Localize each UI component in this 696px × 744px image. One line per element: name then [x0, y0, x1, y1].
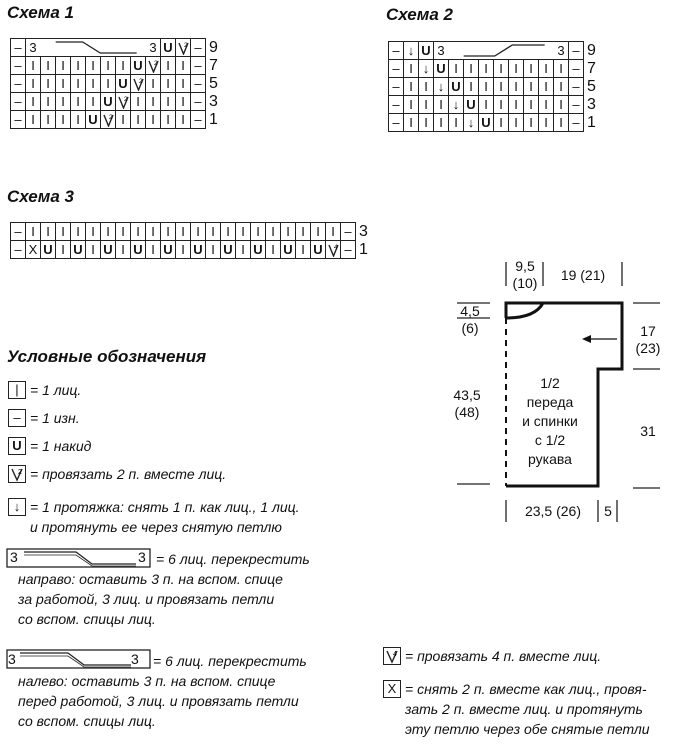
schema1-cell: I: [71, 75, 86, 93]
schema3-cell: I: [191, 223, 206, 241]
arrow-down-icon: ↓: [8, 498, 26, 516]
schema3-cell: I: [281, 223, 296, 241]
legend-item-slip: ↓ = 1 протяжка: снять 1 п. как лиц., 1 лиц. и протянуть ее через снятую петлю: [8, 496, 300, 537]
schema2-cell: I: [479, 60, 494, 78]
schema2-cell: –: [569, 60, 584, 78]
schema1-row-number: 9: [209, 39, 218, 56]
knit-symbol-icon: |: [8, 381, 26, 399]
schema1-cell: I: [161, 111, 176, 129]
schema2-cell: I: [524, 60, 539, 78]
schema2-cell: –: [569, 42, 584, 60]
schema2-cell: 3: [434, 42, 449, 60]
cable-crossing-icon: [26, 39, 161, 57]
schema3-cell: I: [86, 241, 101, 259]
schema1-row-number: 3: [209, 93, 218, 110]
schema2-row-number: 7: [587, 60, 596, 77]
cable-left-left-num: 3: [8, 651, 16, 667]
dim-left-big: 43,5 (48): [453, 387, 481, 420]
schema2-cell: I: [449, 114, 464, 132]
schema2-cell: I: [479, 78, 494, 96]
schema2-cell: I: [554, 60, 569, 78]
cable-line: [55, 42, 136, 53]
schema3-cell: I: [146, 241, 161, 259]
schema3-cell: X: [26, 241, 41, 259]
cable-left-right-num: 3: [131, 651, 139, 667]
schema2-cell: I: [434, 114, 449, 132]
schema1-cell: I: [41, 75, 56, 93]
schema1-cell: I: [26, 111, 41, 129]
yarn-over-icon: U: [8, 437, 26, 455]
schema2-cell: ↓: [449, 96, 464, 114]
schema1-cell: I: [86, 75, 101, 93]
schema2-cell: ↓: [419, 60, 434, 78]
schema3-cell: I: [311, 223, 326, 241]
schema2-cell: I: [404, 114, 419, 132]
cable-crossing-icon: [434, 42, 569, 60]
schema2-cell: I: [464, 78, 479, 96]
schema1-cell: I: [26, 57, 41, 75]
schema1-cell: I: [56, 93, 71, 111]
schema2-cell: U: [419, 42, 434, 60]
schema2-cell: I: [509, 78, 524, 96]
schema1-cell: U: [86, 111, 101, 129]
schema1-cell: –: [191, 111, 206, 129]
schema3-cell: I: [221, 223, 236, 241]
schema2-cell: ↓: [404, 42, 419, 60]
arrow-head-icon: [582, 335, 591, 343]
schema2-cell: I: [554, 78, 569, 96]
schema2-cell: I: [509, 96, 524, 114]
schema1-cell: I: [71, 93, 86, 111]
svg-text:4: 4: [393, 651, 397, 659]
schema1-cell: 3: [146, 39, 161, 57]
legend-item-x-stitch: X = снять 2 п. вместе как лиц., провя- зать 2 п. вместе лиц. и протянуть эту петлю через обе снятые петли: [383, 678, 650, 739]
schema3-cell: –: [11, 223, 26, 241]
legend-item-k4tog: 4 = провязать 4 п. вместе лиц.: [383, 647, 601, 665]
schema2-cell: I: [494, 60, 509, 78]
schema3-cell: I: [176, 223, 191, 241]
schema1-cell: I: [116, 57, 131, 75]
schema3-cell: I: [56, 241, 71, 259]
schema3-cell: I: [101, 223, 116, 241]
svg-text:2: 2: [138, 78, 143, 85]
schema3-cell: I: [86, 223, 101, 241]
schema3-cell: U: [71, 241, 86, 259]
schema2-cell: I: [524, 114, 539, 132]
schema2-cell: I: [539, 114, 554, 132]
schema3-cell: I: [116, 241, 131, 259]
schema2-cell: I: [449, 60, 464, 78]
schema1-cell: I: [176, 111, 191, 129]
schema3-row-number: 3: [359, 223, 368, 240]
svg-text:2: 2: [18, 469, 22, 477]
schema1-cell: –: [191, 57, 206, 75]
schema1-cell: I: [176, 75, 191, 93]
schema2-row-number: 9: [587, 42, 596, 59]
schema1-cell: I: [101, 57, 116, 75]
schema3-cell: I: [296, 241, 311, 259]
schema3-cell: U: [131, 241, 146, 259]
schema1-cell: –: [11, 75, 26, 93]
schema1-cell: I: [146, 75, 161, 93]
schema1-cell: I: [116, 111, 131, 129]
schema3-cell: I: [41, 223, 56, 241]
schema2-cell: –: [389, 96, 404, 114]
cable-right-right-num: 3: [138, 549, 146, 565]
schema1-cell: I: [131, 93, 146, 111]
schema1-cell: I: [161, 93, 176, 111]
schema1-cell: –: [191, 75, 206, 93]
schema1-cell: –: [11, 57, 26, 75]
schema3-cell: U: [311, 241, 326, 259]
dim-top-left: 9,5 (10): [512, 258, 538, 291]
schema2-cell: I: [419, 114, 434, 132]
cable-line: [463, 45, 544, 56]
schema3-cell: I: [206, 223, 221, 241]
schema1-cell: –: [11, 111, 26, 129]
svg-text:4: 4: [333, 244, 338, 251]
schema3-cell: I: [146, 223, 161, 241]
schema1-row-number: 1: [209, 111, 218, 128]
schema2-cell: I: [509, 114, 524, 132]
schema3-cell: U: [101, 241, 116, 259]
schema1-cell: I: [41, 57, 56, 75]
schema2-cell: –: [569, 78, 584, 96]
schema3-cell: –: [11, 241, 26, 259]
schema2-cell: I: [539, 96, 554, 114]
schema2-cell: I: [539, 78, 554, 96]
schema2-cell: I: [404, 96, 419, 114]
schema1-cell: U: [101, 93, 116, 111]
schema2-cell: I: [539, 60, 554, 78]
schema2-cell: –: [389, 42, 404, 60]
schema1-cell: I: [101, 75, 116, 93]
legend-item-purl: – = 1 изн.: [8, 409, 80, 427]
schema2-cell: I: [479, 96, 494, 114]
schema2-cell: I: [494, 78, 509, 96]
schema1-cell: I: [86, 57, 101, 75]
schema2-row-number: 1: [587, 114, 596, 131]
schema1-cell: I: [71, 57, 86, 75]
dim-top-right: 19 (21): [560, 267, 606, 283]
schema1-cell: I: [176, 57, 191, 75]
schema3-cell: I: [236, 241, 251, 259]
schema2-cell: ↓: [464, 114, 479, 132]
schema3-cell: –: [341, 223, 356, 241]
schema2-cell: I: [419, 78, 434, 96]
schema1-cell: –: [191, 93, 206, 111]
schema3-cell: I: [71, 223, 86, 241]
schema1-cell: –: [191, 39, 206, 57]
svg-text:2: 2: [183, 42, 188, 49]
dim-bottom-main: 23,5 (26): [524, 503, 582, 519]
legend-item-knit: | = 1 лиц.: [8, 381, 81, 399]
schema3-cell: I: [131, 223, 146, 241]
schema3-cell: I: [236, 223, 251, 241]
schema2-cell: –: [569, 96, 584, 114]
schema1-cell: I: [86, 93, 101, 111]
schema1-cell: I: [146, 93, 161, 111]
schema3-cell: U: [281, 241, 296, 259]
schema3-cell: I: [26, 223, 41, 241]
legend-item-k2tog: 2 = провязать 2 п. вместе лиц.: [8, 465, 226, 483]
cable-right-left-num: 3: [10, 549, 18, 565]
schema2-cell: U: [479, 114, 494, 132]
cable-left-description: = 6 лиц. перекрестить налево: оставить 3 п. на вспом. спице перед работой, 3 лиц. и провязать петли со вспом. спицы лиц.: [18, 653, 307, 729]
schema1-cell: 3: [26, 39, 41, 57]
schema2-cell: 3: [554, 42, 569, 60]
schema1-cell: I: [41, 111, 56, 129]
purl-symbol-icon: –: [8, 409, 26, 427]
schema2-cell: ↓: [434, 78, 449, 96]
schema1-cell: –: [11, 93, 26, 111]
schema1-cell: I: [146, 111, 161, 129]
schema1-title: Схема 1: [7, 3, 74, 22]
schema3-cell: I: [326, 223, 341, 241]
schema2-cell: I: [494, 96, 509, 114]
schema2-cell: I: [464, 60, 479, 78]
schema1-cell: I: [161, 75, 176, 93]
schema3-cell: I: [296, 223, 311, 241]
schema1-cell: I: [56, 57, 71, 75]
schema1-cell: I: [26, 93, 41, 111]
legend-title: Условные обозначения: [7, 347, 207, 366]
schema2-row-number: 5: [587, 78, 596, 95]
dim-right-bottom: 31: [640, 423, 656, 439]
schema3-cell: I: [251, 223, 266, 241]
schema1-cell: I: [131, 111, 146, 129]
svg-text:2: 2: [153, 60, 158, 67]
schema2-cell: I: [554, 114, 569, 132]
schema3-cell: I: [116, 223, 131, 241]
x-stitch-icon: X: [383, 680, 401, 698]
schema2-cell: U: [464, 96, 479, 114]
schema2-cell: –: [389, 78, 404, 96]
schema2-cell: I: [524, 96, 539, 114]
schema3-cell: U: [161, 241, 176, 259]
schema2-cell: U: [434, 60, 449, 78]
schema3-cell: I: [176, 241, 191, 259]
schema3-cell: U: [251, 241, 266, 259]
schema1-cell: U: [161, 39, 176, 57]
svg-text:2: 2: [108, 114, 113, 121]
schema2-cell: I: [434, 96, 449, 114]
schema2-cell: I: [404, 78, 419, 96]
schema1-cell: U: [131, 57, 146, 75]
schema3-cell: I: [266, 241, 281, 259]
neck-curve: [506, 303, 543, 318]
dim-bottom-small: 5: [604, 503, 612, 519]
schema3-cell: I: [266, 223, 281, 241]
schema2-cell: –: [389, 60, 404, 78]
schema1-cell: I: [71, 111, 86, 129]
schema2-title: Схема 2: [386, 5, 453, 24]
schema1-cell: U: [116, 75, 131, 93]
schema2-cell: I: [524, 78, 539, 96]
schema3-cell: U: [191, 241, 206, 259]
schema2-cell: –: [389, 114, 404, 132]
schema1-cell: I: [41, 93, 56, 111]
schema2-cell: I: [419, 96, 434, 114]
schema2-cell: I: [404, 60, 419, 78]
schema1-row-number: 5: [209, 75, 218, 92]
schema1-cell: I: [56, 75, 71, 93]
piece-label: 1/2 переда и спинки с 1/2 рукава: [522, 375, 578, 467]
schema3-cell: –: [341, 241, 356, 259]
schema1-cell: I: [56, 111, 71, 129]
svg-text:2: 2: [123, 96, 128, 103]
schema2-cell: I: [494, 114, 509, 132]
schema1-cell: I: [176, 93, 191, 111]
dim-left-small: 4,5 (6): [460, 303, 480, 336]
schema2-cell: –: [569, 114, 584, 132]
cable-right-description: = 6 лиц. перекрестить направо: оставить 3 п. на вспом. спице за работой, 3 лиц. и провязать петли со вспом. спицы лиц.: [18, 551, 310, 627]
schema2-cell: U: [449, 78, 464, 96]
schema3-title: Схема 3: [7, 187, 74, 206]
schema3-cell: I: [56, 223, 71, 241]
schema3-cell: I: [206, 241, 221, 259]
schema1-cell: I: [161, 57, 176, 75]
schema2-cell: I: [554, 96, 569, 114]
schema2-row-number: 3: [587, 96, 596, 113]
schema1-cell: I: [26, 75, 41, 93]
schema3-row-number: 1: [359, 241, 368, 258]
schema2-cell: I: [509, 60, 524, 78]
schema1-row-number: 7: [209, 57, 218, 74]
legend-item-yo: U = 1 накид: [8, 437, 91, 455]
schema3-cell: I: [161, 223, 176, 241]
dim-right-top: 17 (23): [635, 323, 661, 356]
schema1-cell: –: [11, 39, 26, 57]
schema3-cell: U: [221, 241, 236, 259]
schema3-cell: U: [41, 241, 56, 259]
